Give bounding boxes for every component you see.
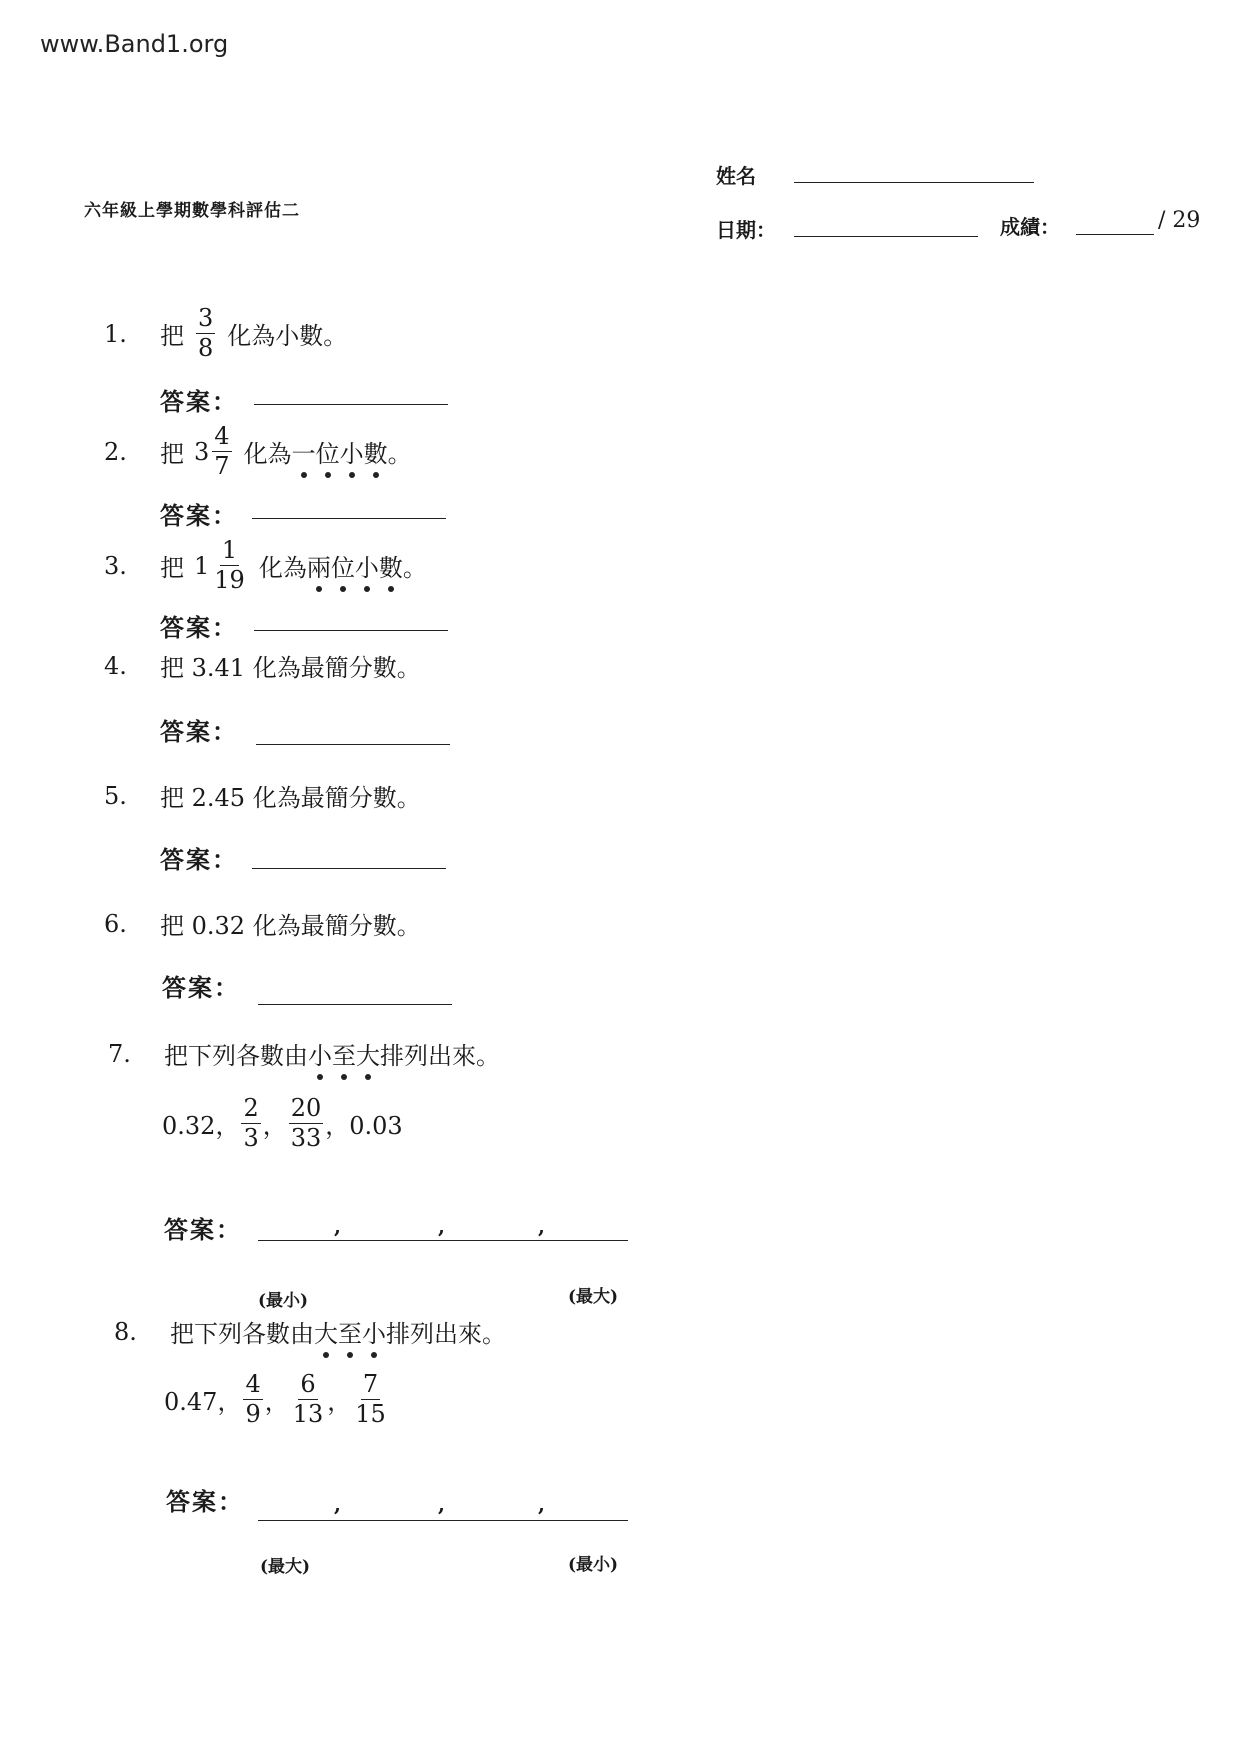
question-number: 6. xyxy=(104,909,127,938)
question-number: 5. xyxy=(104,781,127,810)
fraction: $\frac{4}{7}$ xyxy=(214,422,230,481)
question-number: 8. xyxy=(114,1317,137,1346)
fraction: $\frac{1}{19}$ xyxy=(214,536,245,595)
date-label: 日期： xyxy=(716,218,776,242)
question-5 xyxy=(104,778,421,813)
fraction: $\frac{7}{15}$ xyxy=(355,1370,386,1429)
score-total: / 29 xyxy=(1158,208,1201,233)
fraction: $\frac{4}{9}$ xyxy=(245,1370,261,1429)
source-url: www.Band1.org xyxy=(40,30,229,58)
emphasis-char: 小 xyxy=(355,548,379,583)
question-text: 把 2.45 化為最簡分數。 xyxy=(160,784,421,812)
question-number: 7. xyxy=(108,1039,131,1068)
answer-label: 答案： xyxy=(162,973,240,1002)
fraction: $\frac{6}{13}$ xyxy=(292,1370,324,1429)
date-field[interactable] xyxy=(794,236,978,237)
emphasis-char: 大 xyxy=(356,1036,380,1071)
number-list-8: 0.47， $\frac{4}{9}$ ， $\frac{6}{13}$ ， $\frac{7}{15}$ xyxy=(164,1370,386,1429)
answer-label: 答案： xyxy=(166,1487,244,1516)
answer-field-8[interactable] xyxy=(258,1520,628,1521)
question-7 xyxy=(108,1036,500,1071)
answer-label: 答案： xyxy=(160,717,238,746)
question-text: 排列出來。 xyxy=(380,1042,500,1070)
emphasis-char: 至 xyxy=(332,1036,356,1071)
question-text: 把 xyxy=(160,440,184,469)
emphasis-char: 數 xyxy=(364,434,388,469)
emphasis-char: 大 xyxy=(314,1314,338,1349)
question-3: 3. 把 1 $\frac{1}{19}$ 化為 兩 位 小 數 。 xyxy=(104,536,427,595)
question-text: 把 xyxy=(160,322,184,351)
question-text: 把 xyxy=(160,554,184,583)
answer-field-5[interactable] xyxy=(252,868,446,869)
name-field[interactable] xyxy=(794,182,1034,183)
question-2: 2. 把 3 $\frac{4}{7}$ 化為 一 位 小 數 。 xyxy=(104,422,412,481)
question-text: 把下列各數由 xyxy=(170,1320,314,1348)
order-label-high: (最大) xyxy=(568,1287,619,1307)
emphasis-char: 小 xyxy=(340,434,364,469)
order-label-high: (最大) xyxy=(260,1557,311,1577)
question-text: 把 0.32 化為最簡分數。 xyxy=(160,912,421,940)
answer-field-7[interactable] xyxy=(258,1240,628,1241)
question-text: 化為 xyxy=(243,440,292,469)
worksheet-title: 六年級上學期數學科評估二 xyxy=(84,201,300,221)
answer-label: 答案： xyxy=(160,613,238,642)
emphasis-char: 兩 xyxy=(307,548,331,583)
score-label: 成績： xyxy=(1000,215,1060,239)
question-text: 把下列各數由 xyxy=(164,1042,308,1070)
order-label-low: (最小) xyxy=(568,1555,619,1575)
number-list-7: 0.32， $\frac{2}{3}$ ， $\frac{20}{33}$ ，0.03 xyxy=(162,1094,403,1153)
mixed-whole: 3 xyxy=(194,437,210,466)
question-number: 1. xyxy=(104,319,127,348)
mixed-whole: 1 xyxy=(194,551,210,580)
order-label-low: (最小) xyxy=(258,1291,309,1311)
answer-field-4[interactable] xyxy=(256,744,450,745)
emphasis-char: 至 xyxy=(338,1314,362,1349)
question-text: 把 3.41 化為最簡分數。 xyxy=(160,654,421,682)
answer-field-1[interactable] xyxy=(254,404,448,405)
question-8 xyxy=(114,1314,506,1349)
question-4 xyxy=(104,648,421,683)
question-text: 化為 xyxy=(258,554,307,583)
answer-label: 答案： xyxy=(160,501,238,530)
question-number: 3. xyxy=(104,551,127,580)
emphasis-char: 位 xyxy=(316,434,340,469)
answer-field-2[interactable] xyxy=(252,518,446,519)
answer-field-3[interactable] xyxy=(254,630,448,631)
name-label: 姓名 xyxy=(716,164,756,188)
score-field[interactable] xyxy=(1076,234,1154,235)
fraction: $\frac{20}{33}$ xyxy=(290,1094,322,1153)
answer-label: 答案： xyxy=(164,1215,242,1244)
question-number: 4. xyxy=(104,651,127,680)
emphasis-char: 小 xyxy=(308,1036,332,1071)
emphasis-char: 數 xyxy=(379,548,403,583)
question-text: 化為小數。 xyxy=(227,322,348,351)
question-number: 2. xyxy=(104,437,127,466)
emphasis-char: 位 xyxy=(331,548,355,583)
emphasis-char: 小 xyxy=(362,1314,386,1349)
fraction: $\frac{2}{3}$ xyxy=(243,1094,259,1153)
fraction: $\frac{3}{8}$ xyxy=(198,304,214,363)
emphasis-char: 一 xyxy=(292,434,316,469)
question-text: 排列出來。 xyxy=(386,1320,506,1348)
answer-label: 答案： xyxy=(160,387,238,416)
answer-label: 答案： xyxy=(160,845,238,874)
answer-field-6[interactable] xyxy=(258,1004,452,1005)
question-1 xyxy=(104,306,347,361)
question-6 xyxy=(104,906,421,941)
